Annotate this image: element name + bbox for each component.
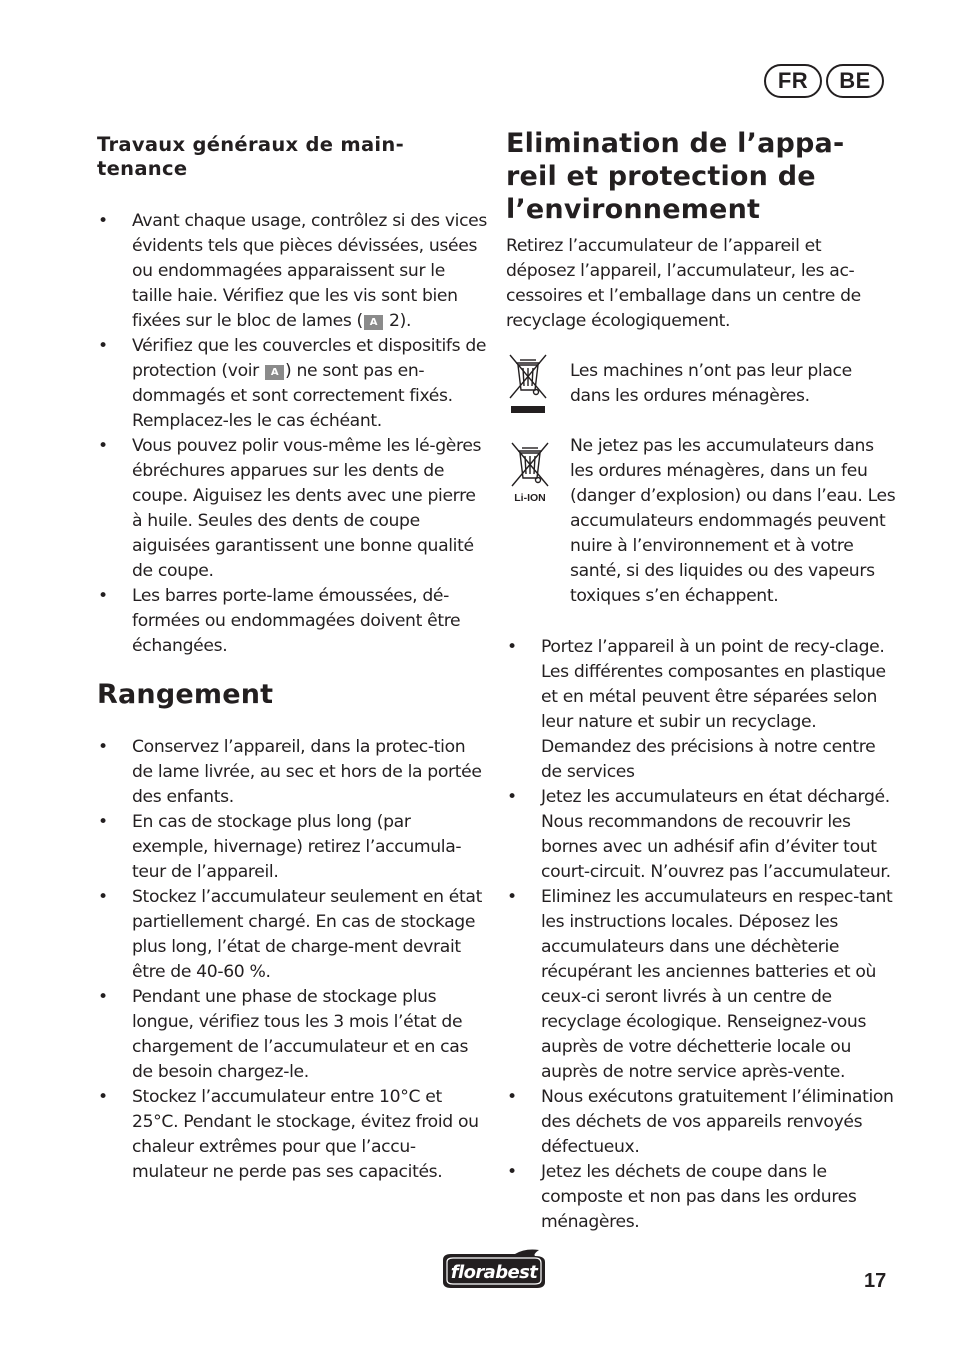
disposal-intro: Retirez l’accumulateur de l’appareil et déposez l’appareil, l’accumulateur, les ac-cessoires et l’emballage dans un centre de recyclage écologiquement. bbox=[506, 236, 861, 331]
battery-disposal-symbol bbox=[506, 440, 554, 504]
list-item: • Vérifiez que les couvercles et dispositifs de protection (voir A ) ne sont pas en-dommagés et sont correctement fixés. Remplacez-les le cas échéant. bbox=[97, 334, 487, 434]
disposal-list bbox=[506, 635, 896, 1235]
list-item: • En cas de stockage plus long (par exemple, hivernage) retirez l’accumula-teur de l’appareil. bbox=[97, 810, 487, 885]
storage-heading: Rangement bbox=[97, 679, 274, 710]
list-item: • Stockez l’accumulateur seulement en état partiellement chargé. En cas de stockage plus long, l’état de charge-ment devrait être de 40-60 %. bbox=[97, 885, 487, 985]
page-number: 17 bbox=[864, 1270, 887, 1292]
symbol2-text: Ne jetez pas les accumulateurs dans les ordures ménagères, dans un feu (danger d’explosion) ou dans l’eau. Les accumulateurs endommagés peuvent nuire à l’environnement et à votre santé, si des liquides ou des vapeurs toxiques s’en échappent. bbox=[570, 436, 896, 606]
lang-badge-fr: FR bbox=[764, 64, 822, 98]
crossed-bin-icon bbox=[510, 440, 550, 490]
list-item: • Jetez les déchets de coupe dans le composte et non pas dans les ordures ménagères. bbox=[506, 1160, 896, 1235]
list-item: • Avant chaque usage, contrôlez si des vices évidents tels que pièces dévissées, usées ou endommagées apparaissent sur le taille haie. Vérifiez que les vis sont bien fixées sur le bloc de lames ( A 2). bbox=[97, 209, 487, 334]
list-item: • Eliminez les accumulateurs en respec-tant les instructions locales. Déposez les accumulateurs dans une déchèterie récupérant les anciennes batteries et où ceux-ci seront livrés à un centre de recyclage écologique. Renseignez-vous auprès de votre déchetterie locale ou auprès de notre service après-vente. bbox=[506, 885, 896, 1085]
brand-logo-icon bbox=[439, 1246, 551, 1292]
symbol1-text: Les machines n’ont pas leur place dans les ordures ménagères. bbox=[570, 361, 852, 406]
language-badges bbox=[764, 64, 884, 98]
figure-ref-badge: A bbox=[265, 365, 284, 380]
list-item: • Jetez les accumulateurs en état déchargé. Nous recommandons de recouvrir les bornes avec un adhésif afin d’éviter tout court-circuit. N’ouvrez pas l’accumulateur. bbox=[506, 785, 896, 885]
storage-list bbox=[97, 735, 487, 1185]
florabest-logo bbox=[439, 1246, 551, 1296]
crossed-bin-icon bbox=[508, 352, 548, 414]
list-item: • Conservez l’appareil, dans la protec-tion de lame livrée, au sec et hors de la portée des enfants. bbox=[97, 735, 487, 810]
figure-ref-badge: A bbox=[364, 315, 383, 330]
list-item: • Vous pouvez polir vous-même les lé-gères ébréchures apparues sur les dents de coupe. Aiguisez les dents avec une pierre à huile. Seules des dents de coupe aiguisées garantissent une bonne qualité de coupe. bbox=[97, 434, 487, 584]
li-ion-label: Li-ION bbox=[514, 492, 546, 504]
weee-bin-symbol bbox=[506, 352, 550, 414]
list-item: • Les barres porte-lame émoussées, dé-formées ou endommagées doivent être échangées. bbox=[97, 584, 487, 659]
brand-name: florabest bbox=[450, 1262, 538, 1283]
list-item: • Pendant une phase de stockage plus longue, vérifiez tous les 3 mois l’état de chargement de l’accumulateur et en cas de besoin chargez-le. bbox=[97, 985, 487, 1085]
list-item: • Nous exécutons gratuitement l’élimination des déchets de vos appareils renvoyés défectueux. bbox=[506, 1085, 896, 1160]
lang-badge-be: BE bbox=[826, 64, 884, 98]
disposal-heading: Elimination de l’appa- reil et protection de l’environnement bbox=[506, 128, 845, 225]
list-item: • Stockez l’accumulateur entre 10°C et 25°C. Pendant le stockage, évitez froid ou chaleur extrêmes pour que l’accu-mulateur ne perde pas ses capacités. bbox=[97, 1085, 487, 1185]
maintenance-list bbox=[97, 209, 487, 659]
maintenance-heading: Travaux généraux de main- tenance bbox=[97, 133, 404, 180]
list-item: • Portez l’appareil à un point de recy-clage. Les différentes composantes en plastique et en métal peuvent être séparées selon leur nature et subir un recyclage. Demandez des précisions à notre centre de services bbox=[506, 635, 896, 785]
